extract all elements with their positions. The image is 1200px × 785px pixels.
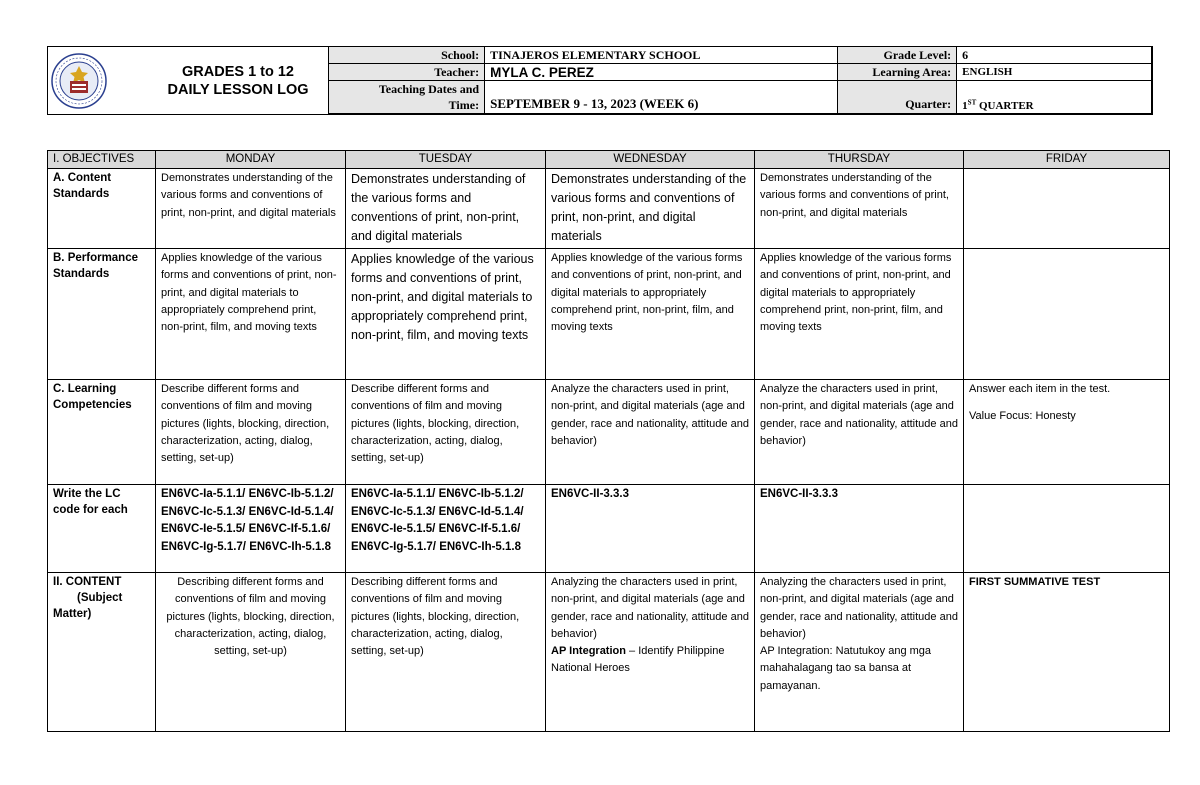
competencies-wed: Analyze the characters used in print, non-print, and digital materials (age and gender, race and nationality, attitude and behavior)	[546, 380, 755, 485]
competencies-tue: Describe different forms and conventions of film and moving pictures (lights, blocking, direction, characterization, acting, dialog, setting, set-up)	[346, 380, 546, 485]
table-row	[48, 380, 1170, 485]
content-label-line-2: (Subject	[77, 592, 123, 604]
content-standards-wed: Demonstrates understanding of the various forms and conventions of print, non-print, and digital materials	[546, 169, 755, 249]
dates-label-line-2: Time:	[448, 98, 480, 112]
competencies-fri	[964, 380, 1170, 485]
deped-seal-icon	[51, 53, 107, 109]
objectives-header: I. OBJECTIVES	[48, 151, 156, 169]
area-label: Learning Area:	[837, 64, 956, 81]
lesson-log-table	[47, 150, 1170, 732]
table-row	[48, 485, 1170, 573]
ap-integration-label: AP Integration	[551, 645, 626, 658]
tuesday-header: TUESDAY	[346, 151, 546, 169]
content-wed-ap	[551, 643, 749, 678]
table-header-row	[48, 151, 1170, 169]
school-value: TINAJEROS ELEMENTARY SCHOOL	[485, 47, 838, 64]
dates-value: SEPTEMBER 9 - 13, 2023 (WEEK 6)	[485, 81, 838, 114]
performance-standards-fri	[964, 249, 1170, 380]
performance-standards-mon: Applies knowledge of the various forms and conventions of print, non-print, and digital materials to appropriately comprehend print, non-print, film, and moving texts	[156, 249, 346, 380]
content-standards-label: A. Content Standards	[48, 169, 156, 249]
wednesday-header: WEDNESDAY	[546, 151, 755, 169]
performance-standards-thu: Applies knowledge of the various forms and conventions of print, non-print, and digital materials to appropriately comprehend print, non-print, film, and moving texts	[755, 249, 964, 380]
friday-header: FRIDAY	[964, 151, 1170, 169]
header-info-table	[328, 46, 1152, 114]
grade-value: 6	[957, 47, 1152, 64]
dates-label-line-1: Teaching Dates and	[378, 82, 480, 96]
thursday-header: THURSDAY	[755, 151, 964, 169]
competencies-label: C. Learning Competencies	[48, 380, 156, 485]
content-standards-mon: Demonstrates understanding of the various forms and conventions of print, non-print, and digital materials	[156, 169, 346, 249]
value-focus: Value Focus: Honesty	[969, 410, 1076, 423]
header-block	[47, 46, 1153, 115]
content-wed	[546, 573, 755, 732]
monday-header: MONDAY	[156, 151, 346, 169]
competencies-thu: Analyze the characters used in print, non-print, and digital materials (age and gender, race and nationality, attitude and behavior)	[755, 380, 964, 485]
quarter-text: QUARTER	[976, 100, 1034, 112]
table-row	[48, 169, 1170, 249]
quarter-number: 1	[962, 100, 968, 112]
lc-code-thu: EN6VC-II-3.3.3	[755, 485, 964, 573]
content-fri: FIRST SUMMATIVE TEST	[964, 573, 1170, 732]
competencies-mon: Describe different forms and conventions of film and moving pictures (lights, blocking, direction, characterization, acting, dialog, setting, set-up)	[156, 380, 346, 485]
school-label: School:	[329, 47, 485, 64]
title-line-2: DAILY LESSON LOG	[167, 82, 309, 98]
content-label-line-3: Matter)	[53, 608, 92, 620]
grade-label: Grade Level:	[837, 47, 956, 64]
performance-standards-label: B. Performance Standards	[48, 249, 156, 380]
content-wed-text: Analyzing the characters used in print, non-print, and digital materials (age and gender, race and nationality, attitude and behavior)	[551, 576, 749, 640]
lc-code-wed: EN6VC-II-3.3.3	[546, 485, 755, 573]
content-thu	[755, 573, 964, 732]
quarter-value	[957, 81, 1152, 114]
lc-code-mon: EN6VC-Ia-5.1.1/ EN6VC-Ib-5.1.2/ EN6VC-Ic-5.1.3/ EN6VC-Id-5.1.4/ EN6VC-Ie-5.1.5/ EN6VC-If-5.1.6/ EN6VC-Ig-5.1.7/ EN6VC-Ih-5.1.8	[156, 485, 346, 573]
performance-standards-tue: Applies knowledge of the various forms and conventions of print, non-print, and digital materials to appropriately comprehend print, non-print, film, and moving texts	[346, 249, 546, 380]
dates-label	[329, 81, 485, 114]
performance-standards-wed: Applies knowledge of the various forms and conventions of print, non-print, and digital materials to appropriately comprehend print, non-print, film, and moving texts	[546, 249, 755, 380]
content-standards-tue: Demonstrates understanding of the various forms and conventions of print, non-print, and digital materials	[346, 169, 546, 249]
teacher-label: Teacher:	[329, 64, 485, 81]
teacher-value: MYLA C. PEREZ	[485, 64, 838, 81]
content-label	[48, 573, 156, 732]
content-label-line-1: II. CONTENT	[53, 576, 122, 588]
lc-code-label: Write the LC code for each	[48, 485, 156, 573]
log-title	[148, 63, 328, 99]
content-thu-text: Analyzing the characters used in print, non-print, and digital materials (age and gender, race and nationality, attitude and behavior)	[760, 576, 958, 640]
table-row	[48, 249, 1170, 380]
competencies-fri-line-1: Answer each item in the test.	[969, 383, 1111, 395]
title-line-1: GRADES 1 to 12	[182, 64, 294, 80]
content-standards-thu: Demonstrates understanding of the various forms and conventions of print, non-print, and digital materials	[755, 169, 964, 249]
content-tue: Describing different forms and conventions of film and moving pictures (lights, blocking, direction, characterization, acting, dialog, setting, set-up)	[346, 573, 546, 732]
ap-integration-text: – Identify Philippine National Heroes	[551, 645, 725, 675]
quarter-superscript: ST	[967, 98, 977, 107]
area-value: ENGLISH	[957, 64, 1152, 81]
lc-code-fri	[964, 485, 1170, 573]
quarter-label: Quarter:	[837, 81, 956, 114]
table-row	[48, 573, 1170, 732]
content-mon: Describing different forms and conventions of film and moving pictures (lights, blocking, direction, characterization, acting, dialog, setting, set-up)	[156, 573, 346, 732]
content-thu-ap: AP Integration: Natutukoy ang mga mahahalagang tao sa bansa at pamayanan.	[760, 645, 932, 692]
lc-code-tue: EN6VC-Ia-5.1.1/ EN6VC-Ib-5.1.2/ EN6VC-Ic-5.1.3/ EN6VC-Id-5.1.4/ EN6VC-Ie-5.1.5/ EN6VC-If-5.1.6/ EN6VC-Ig-5.1.7/ EN6VC-Ih-5.1.8	[346, 485, 546, 573]
content-standards-fri	[964, 169, 1170, 249]
